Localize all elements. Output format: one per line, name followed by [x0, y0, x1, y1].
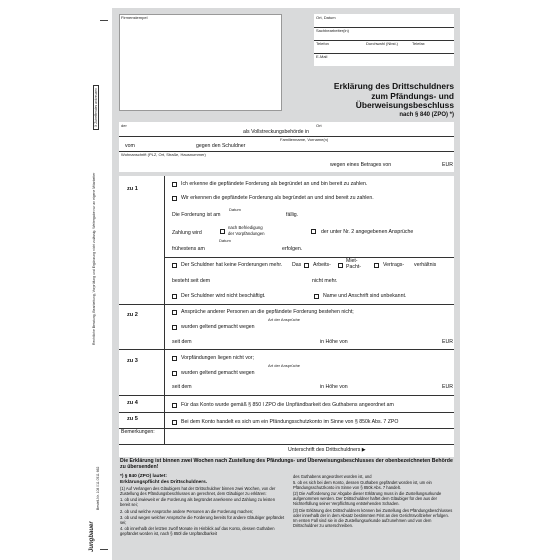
legal-head-1: *) § 840 (ZPO) lautet: — [120, 474, 167, 479]
seit-text-3: seit dem — [172, 384, 192, 390]
besteht-text: besteht seit dem — [172, 278, 211, 284]
checkbox-nicht-beschaeftigt[interactable] — [172, 294, 177, 299]
side-label-zutreffendes: X Zutreffendes ankreuzen — [93, 85, 99, 130]
keine-ansprueche-text: Ansprüche anderer Personen an die gepfändete Forderung bestehen nicht; — [181, 309, 354, 315]
legal-p3: 2. ob und welche Ansprüche andere Personen an die Forderung machen; — [120, 508, 254, 514]
checkbox-geltend-2[interactable] — [172, 325, 177, 330]
vollstreckung-text: als Vollstreckungsbehörde in — [243, 129, 310, 135]
legal-head-2: Erklärungspflicht des Drittschuldners. — [120, 480, 208, 486]
checkbox-p-konto[interactable] — [172, 420, 177, 425]
legal-r2: 5. ob es sich bei dem Konto, dessen Guthaben gepfändet worden ist, um ein Pfändungsschutzkonto im Sinne von § 850k Abs. 7 handelt. — [293, 480, 432, 491]
hoehe-text-2: in Höhe von — [320, 339, 348, 345]
sections-divider — [164, 176, 165, 448]
company-stamp-box[interactable] — [119, 14, 282, 111]
erfolgen-text: erfolgen. — [282, 246, 303, 252]
sachbearbeiter-label: Sachbearbeiter(in) — [316, 28, 349, 33]
checkbox-geltend-3[interactable] — [172, 371, 177, 376]
section-1-label: zu 1 — [127, 186, 138, 192]
unter-nr2-text: der unter Nr. 2 angegebenen Ansprüche — [321, 229, 414, 235]
wohnanschrift-label: Wohnanschrift (PLZ, Ort, Straße, Hausnummer) — [121, 152, 206, 157]
gegen-text: gegen den Schuldner — [196, 143, 246, 149]
das-text: Das — [292, 262, 302, 268]
checkbox-anerkenne-wir[interactable] — [172, 196, 177, 201]
nach-line-2: der Vorpfändungen — [228, 230, 265, 236]
seit-text-2: seit dem — [172, 339, 192, 345]
title-line-1: Erklärung des Drittschuldners — [333, 81, 454, 91]
pacht-text: Pacht- — [346, 264, 361, 270]
title-line-2: zum Pfändungs- und — [371, 90, 454, 101]
nicht-mehr-text: nicht mehr. — [312, 278, 338, 284]
deadline-note: Die Erklärung ist binnen zwei Wochen nach Zustellung des Pfändungs- und Überweisungsbeschlusses der obenbezeichneten Behörde zu übersenden! — [120, 458, 453, 471]
legal-p5: 4. ob innerhalb der letzten zwölf Monate im Hinblick auf das Konto, dessen Guthaben gepfändet worden ist, nach § 850l die Unpfändbarkeit — [120, 525, 275, 536]
section-divider-1 — [119, 304, 454, 305]
telefax-label: Telefax — [412, 41, 425, 46]
opt-anerkenne-ich: Ich erkenne die gepfändete Forderung als begründet an und bin bereit zu zahlen. — [181, 181, 368, 187]
legal-right-column — [293, 474, 454, 529]
arbeits-text: Arbeits- — [313, 262, 331, 268]
ort-label: Ort — [316, 123, 322, 128]
geltend-text-3: wurden geltend gemacht wegen — [181, 370, 255, 376]
section1-rule-a — [164, 257, 454, 258]
checkbox-vertrags[interactable] — [374, 263, 379, 268]
checkbox-nach-befriedigung[interactable] — [220, 229, 225, 234]
header-rule-3 — [314, 53, 454, 54]
eur-text-2: EUR — [442, 339, 453, 345]
fold-mark-top — [100, 20, 108, 21]
miet-text: Miet- — [346, 258, 358, 264]
art-ansprueche-label-3: Art der Ansprüche — [268, 363, 301, 368]
wegen-text: wegen eines Betrages von — [330, 162, 392, 168]
p-konto-text: Bei dem Konto handelt es sich um ein Pfändungsschutzkonto im Sinne von § 850k Abs. 7 ZPO — [181, 419, 399, 425]
section-3-label: zu 3 — [127, 358, 138, 364]
checkbox-keine-forderungen[interactable] — [172, 263, 177, 268]
signature-box[interactable] — [119, 444, 454, 457]
der-label: der — [121, 123, 127, 128]
signature-label: Unterschrift des Drittschuldners ▶ — [288, 447, 366, 453]
checkbox-miet[interactable] — [338, 263, 343, 268]
fruehestens-text: frühestens am — [172, 246, 205, 252]
section-4-label: zu 4 — [127, 400, 138, 406]
faellig-text: fällig. — [286, 212, 299, 218]
checkbox-unpfaendbarkeit[interactable] — [172, 403, 177, 408]
section-5-label: zu 5 — [127, 416, 138, 422]
form-subtitle: nach § 840 (ZPO) *) — [399, 112, 454, 118]
telefon-label: Telefon — [316, 41, 329, 46]
opt-anerkenne-wir: Wir erkennen die gepfändete Forderung als begründet an und sind bereit zu zahlen. — [181, 195, 374, 201]
legal-r3: (2) Die Aufforderung zur Abgabe dieser Erklärung muss in die Zustellungsurkunde aufgenommen werden. Der Drittschuldner haftet dem Gläubiger für den aus der Nichterfüllung seiner Verpflichtung entstehenden Schaden. — [293, 491, 442, 507]
eur-label: EUR — [442, 162, 453, 168]
side-label-bestell: Bestell-Nr. 108 011 0511 662 — [96, 466, 100, 510]
geltend-text-2: wurden geltend gemacht wegen — [181, 324, 255, 330]
email-label: E-Mail — [316, 54, 328, 59]
section-2-label: zu 2 — [127, 312, 138, 318]
legal-r1: des Guthabens angeordnet worden ist, und — [293, 474, 372, 479]
legal-p1: (1) Auf Verlangen des Gläubigers hat der Drittschuldner binnen zwei Wochen, von der Zustellung des Pfändungsbeschlusses an gerechnet, dem Gläubiger zu erklären: — [120, 486, 276, 497]
section-divider-3 — [119, 395, 454, 396]
checkbox-keine-vorpfaendung[interactable] — [172, 356, 177, 361]
vom-label: vom — [125, 143, 135, 149]
checkbox-arbeits[interactable] — [304, 263, 309, 268]
datum-label-2: Datum — [219, 238, 231, 243]
section-divider-2 — [119, 349, 454, 350]
legal-p2: 1. ob und inwieweit er die Forderung als begründet anerkenne und Zahlung zu leisten bereit sei; — [120, 497, 275, 508]
bemerkungen-label: Bemerkungen: — [121, 429, 155, 435]
zahlung-text: Zahlung wird — [172, 230, 202, 236]
section-divider-5 — [119, 428, 454, 429]
legal-r4: (3) Die Erklärung des Drittschuldners können bei Zustellung des Pfändungsbeschlusses oder innerhalb der in dem Absatz bestimmten Frist an den Gerichtsvollzieher erfolgen. Im ersten Fall sind sie in die Zustellungsurkunde aufzunehmen und von dem Drittschuldner zu unterschreiben. — [293, 507, 453, 528]
title-line-3: Überweisungsbeschluss — [355, 100, 454, 111]
company-stamp-label: Firmenstempel — [121, 15, 148, 20]
name-unbekannt-text: Name und Anschrift sind unbekannt. — [323, 293, 407, 299]
form-title — [274, 82, 454, 111]
side-label-note: Rechtliche Beratung, Bearbeitung, Vorprüfung und Ergänzung nicht zulässig. Weitergabe nur an eigene Mitarbeiter — [92, 172, 96, 345]
keine-vorpfaendung-text: Vorpfändungen liegen nicht vor; — [181, 355, 254, 361]
unpfaendbarkeit-text: Für das Konto wurde gemäß § 850 l ZPO die Unpfändbarkeit des Guthabens angeordnet am — [181, 402, 394, 408]
checkbox-keine-ansprueche[interactable] — [172, 310, 177, 315]
art-ansprueche-label-2: Art der Ansprüche — [268, 317, 301, 322]
ort-datum-label: Ort, Datum — [316, 15, 336, 20]
fold-mark-bottom — [100, 549, 108, 550]
legal-left-column — [120, 474, 285, 537]
section-divider-4 — [119, 412, 454, 413]
eur-text-3: EUR — [442, 384, 453, 390]
durchwahl-label: Durchwahl (Nbst.) — [366, 41, 399, 46]
forderung-text: Die Forderung ist am — [172, 212, 221, 218]
vertrags-text: Vertrags- — [383, 262, 405, 268]
nach-line-1: nach Befriedigung — [228, 225, 263, 230]
keine-forderungen-text: Der Schuldner hat keine Forderungen mehr. — [181, 262, 283, 268]
checkbox-anerkenne-ich[interactable] — [172, 182, 177, 187]
familienname-label: Familienname, Vorname(n) — [280, 137, 329, 142]
datum-label-1: Datum — [229, 207, 241, 212]
nach-befriedigung-text — [228, 225, 265, 236]
checkbox-unter-nr2[interactable] — [311, 229, 316, 234]
hoehe-text-3: in Höhe von — [320, 384, 348, 390]
nicht-beschaeftigt-text: Der Schuldner wird nicht beschäftigt. — [181, 293, 266, 299]
legal-p4: 3. ob und wegen welcher Ansprüche die Forderung bereits für andere Gläubiger gepfändet sei; — [120, 514, 285, 525]
checkbox-name-unbekannt[interactable] — [314, 294, 319, 299]
verhaeltnis-text: verhältnis — [414, 262, 437, 268]
side-label-brand: Jungbauer — [89, 521, 95, 552]
